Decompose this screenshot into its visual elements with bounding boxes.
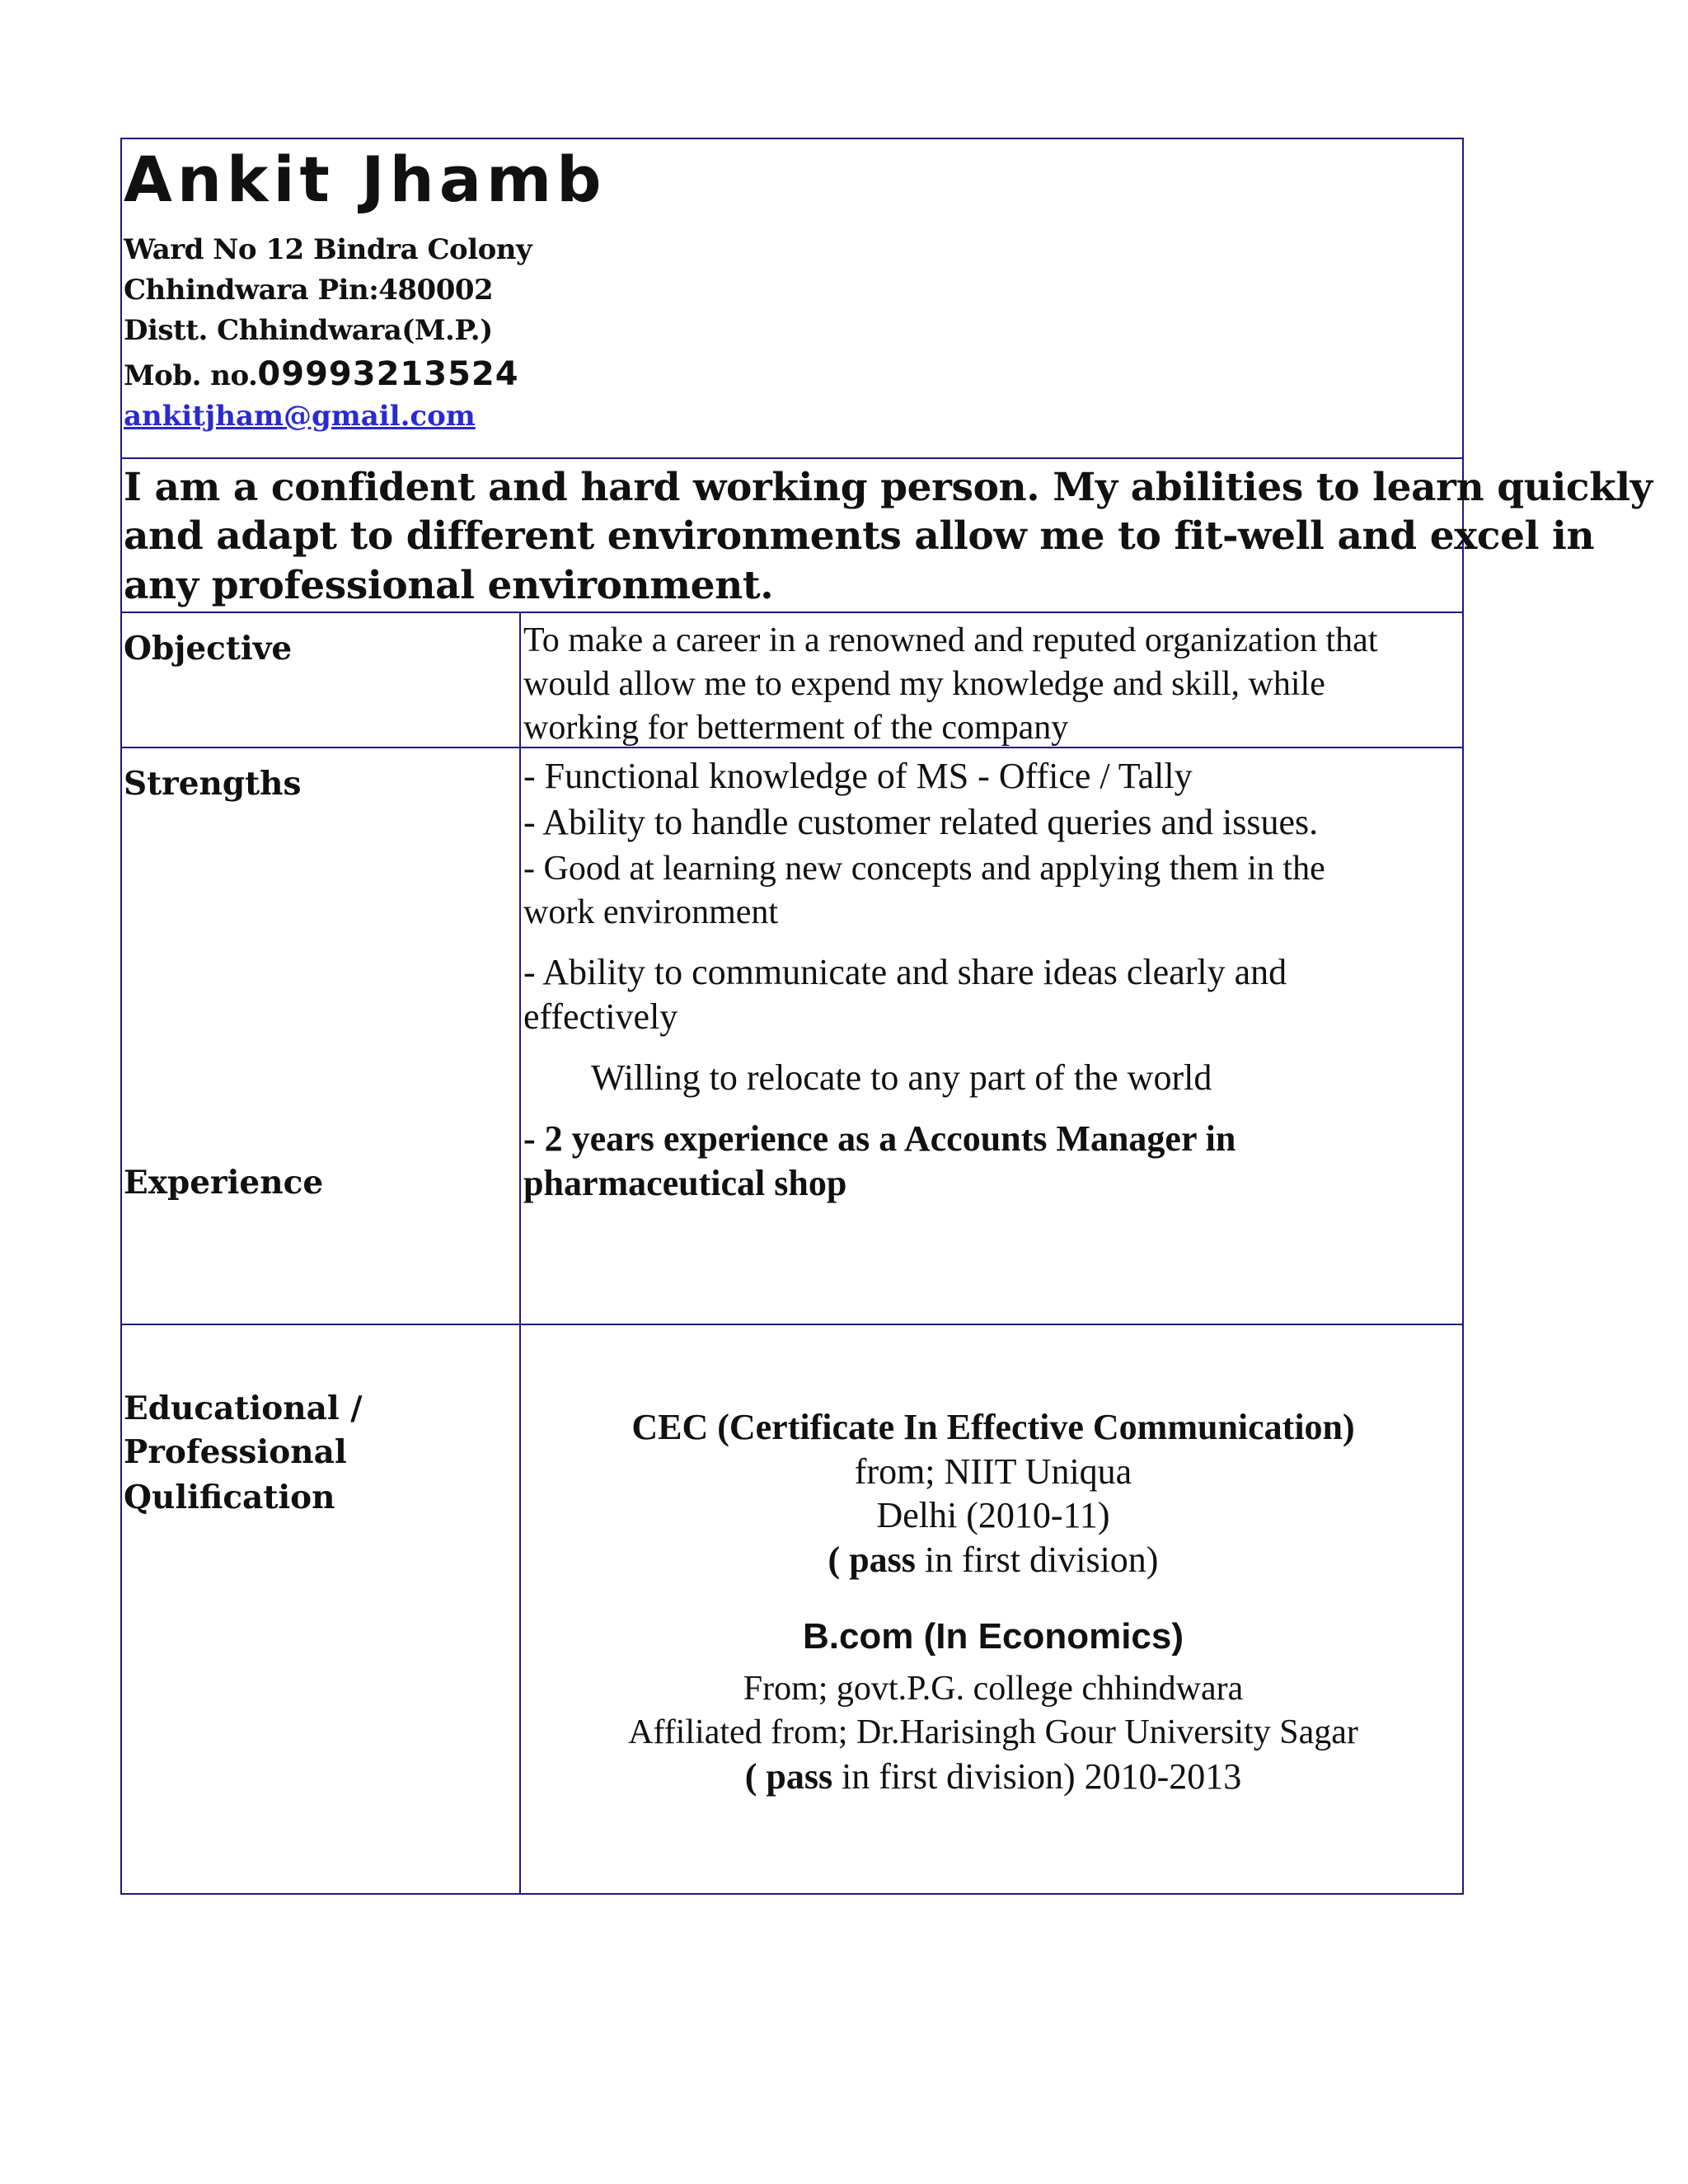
email-link[interactable]: ankitjham@gmail.com	[124, 400, 476, 433]
experience-line-1: - 2 years experience as a Accounts Manager in	[523, 1118, 1236, 1159]
divider-objective	[120, 747, 1464, 748]
education-label-line-3: Qulification	[124, 1479, 335, 1516]
summary-line-2: and adapt to different environments allow me to fit-well and excel in	[124, 513, 1595, 559]
strengths-label: Strengths	[124, 765, 302, 803]
mobile-label: Mob. no.	[124, 359, 258, 392]
address-line-1: Ward No 12 Bindra Colony	[124, 233, 532, 266]
address-line-2: Chhindwara Pin:480002	[124, 274, 494, 307]
address-line-3: Distt. Chhindwara(M.P.)	[124, 314, 493, 347]
bcom-college: From; govt.P.G. college chhindwara	[743, 1670, 1244, 1708]
cec-institute: from; NIIT Uniqua	[854, 1451, 1132, 1492]
bcom-title: B.com (In Economics)	[802, 1616, 1184, 1657]
objective-line-1: To make a career in a renowned and reputed organization that	[523, 621, 1378, 659]
mobile-line	[124, 355, 519, 393]
education-label-line-1: Educational /	[124, 1390, 363, 1427]
cec-place-year: Delhi (2010-11)	[876, 1495, 1110, 1535]
column-divider	[519, 612, 521, 1895]
strength-item-4-line-2: effectively	[523, 996, 678, 1037]
experience-line-2: pharmaceutical shop	[523, 1163, 847, 1203]
candidate-name: Ankit Jhamb	[124, 143, 607, 216]
strength-item-1: - Functional knowledge of MS - Office / Tally	[523, 756, 1193, 796]
education-label-line-2: Professional	[124, 1433, 347, 1471]
summary-line-1: I am a confident and hard working person. My abilities to learn quickly	[124, 465, 1653, 510]
strength-item-4-line-1: - Ability to communicate and share ideas clearly and	[523, 952, 1287, 992]
strength-item-5: Willing to relocate to any part of the world	[591, 1057, 1212, 1098]
summary-line-3: any professional environment.	[124, 563, 774, 608]
experience-label: Experience	[124, 1164, 324, 1202]
cec-result: ( pass in first division)	[828, 1540, 1159, 1580]
bcom-result: ( pass in first division) 2010-2013	[744, 1756, 1242, 1797]
objective-label: Objective	[124, 630, 293, 668]
divider-summary	[120, 612, 1464, 613]
divider-header	[120, 457, 1464, 459]
strength-item-3-line-2: work environment	[523, 893, 779, 931]
strength-item-2: - Ability to handle customer related queries and issues.	[523, 802, 1319, 842]
divider-experience	[120, 1324, 1464, 1325]
bcom-affiliation: Affiliated from; Dr.Harisingh Gour University Sagar	[628, 1713, 1358, 1751]
objective-line-2: would allow me to expend my knowledge and skill, while	[523, 665, 1325, 703]
objective-line-3: working for betterment of the company	[523, 709, 1069, 747]
mobile-number: 09993213524	[257, 355, 519, 393]
strength-item-3-line-1: - Good at learning new concepts and applying them in the	[523, 850, 1325, 888]
cec-title: CEC (Certificate In Effective Communication)	[631, 1407, 1355, 1447]
